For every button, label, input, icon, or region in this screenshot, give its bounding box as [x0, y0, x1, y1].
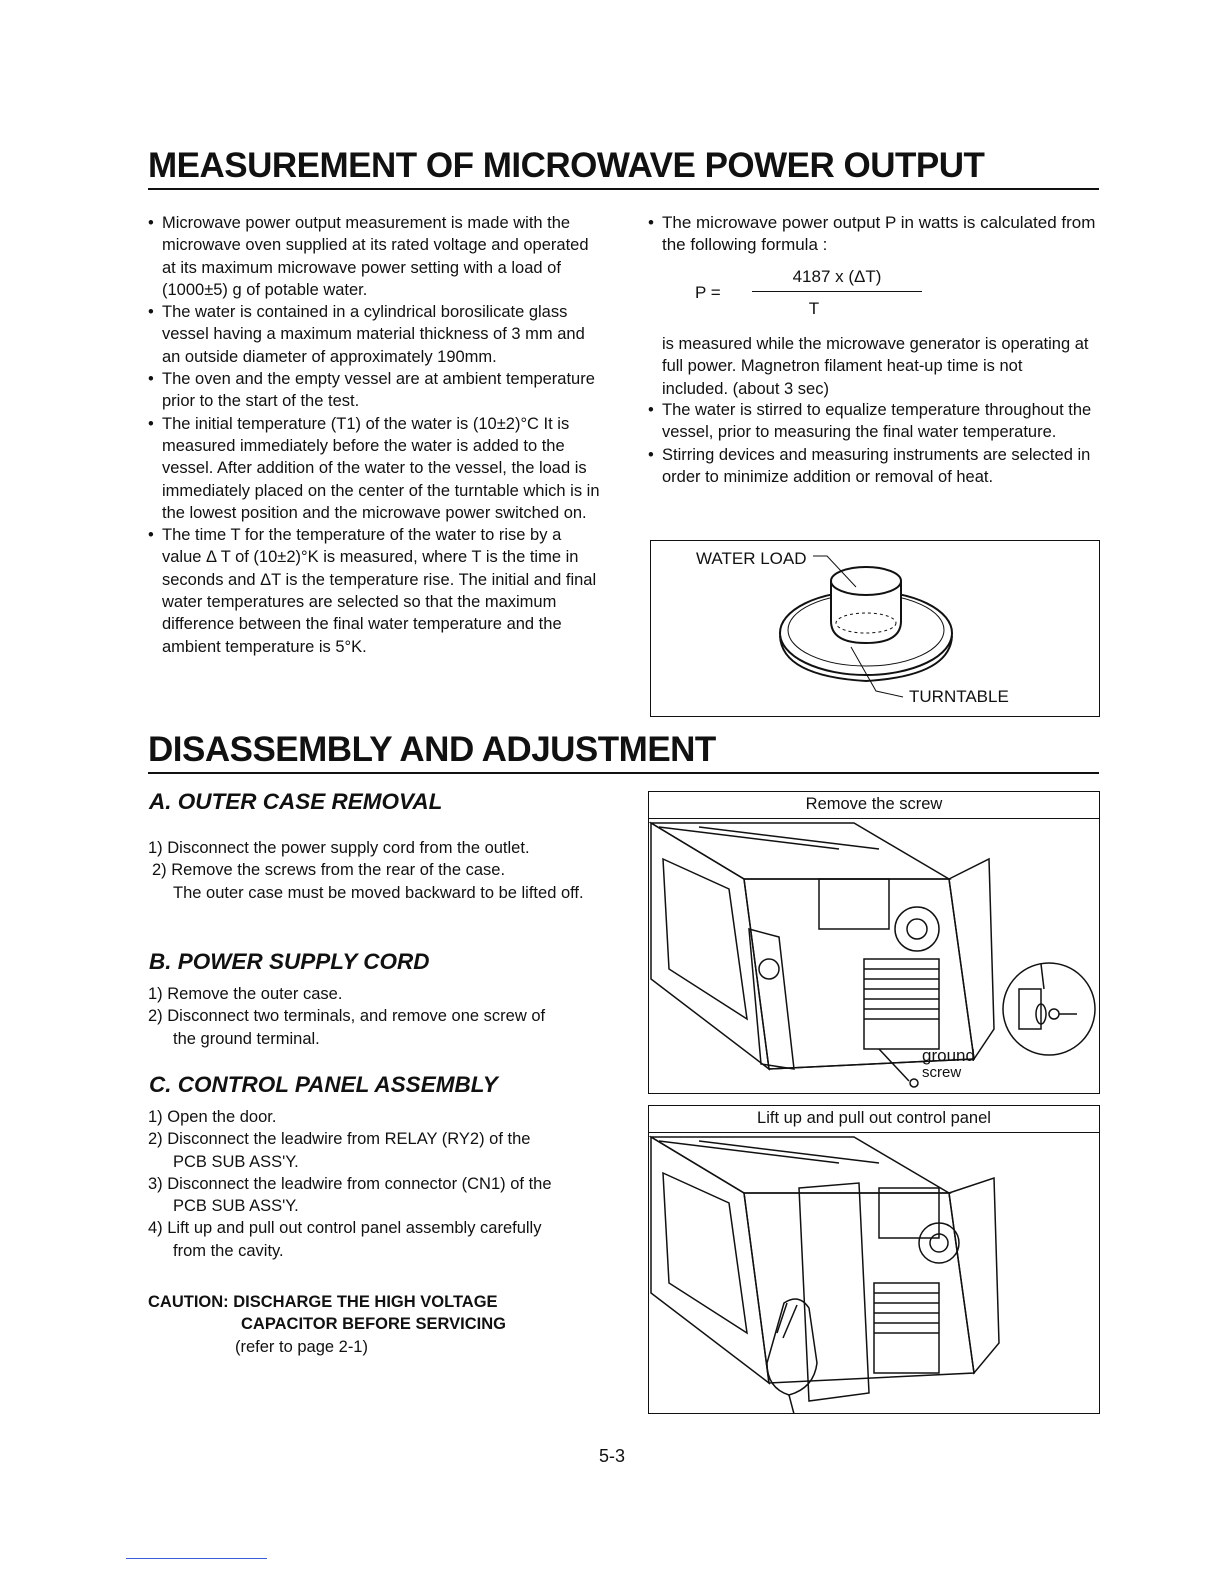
formula-lhs: P =: [695, 283, 721, 302]
ground-label: ground: [922, 1046, 975, 1065]
measurement-bullet: • The oven and the empty vessel are at ambient temperature prior to the start of the test.: [148, 368, 600, 413]
step-continuation: from the cavity.: [173, 1241, 284, 1260]
step: 1) Disconnect the power supply cord from the outlet.: [148, 839, 530, 857]
footer-link-underline: [126, 1558, 267, 1559]
step: 2) Remove the screws from the rear of the case.: [152, 861, 506, 880]
step: 1) Remove the outer case.: [148, 985, 343, 1003]
measurement-left-column: [148, 212, 600, 658]
section-c-steps: [148, 1106, 608, 1262]
section-a-heading: A. OUTER CASE REMOVAL: [149, 789, 443, 814]
caution-line-1: CAUTION: DISCHARGE THE HIGH VOLTAGE: [148, 1293, 498, 1311]
step: 2) Disconnect the leadwire from RELAY (RY2) of the: [148, 1130, 531, 1149]
formula-denominator: T: [808, 299, 820, 318]
formula-numerator: 4187 x (ΔT): [792, 267, 882, 286]
step-continuation: the ground terminal.: [173, 1029, 320, 1048]
page-number: 5-3: [598, 1446, 625, 1466]
measurement-bullet: • The initial temperature (T1) of the water is (10±2)°C It is measured immediately before the water is added to the vessel. After addition of the water to the vessel, the load is immediately placed on the center of the turntable which is in the lowest position and the microwave power switched on.: [148, 413, 600, 524]
disassembly-title: DISASSEMBLY AND ADJUSTMENT: [148, 730, 716, 769]
step: 2) Disconnect two terminals, and remove one screw of: [148, 1007, 546, 1026]
formula-explanation: is measured while the microwave generator is operating at full power. Magnetron filament heat-up time is not included. (about 3 sec): [662, 335, 1089, 398]
oven-rear-illustration: [649, 819, 1098, 1093]
section-a-steps: [148, 837, 608, 904]
step: 3) Disconnect the leadwire from connector (CN1) of the: [148, 1174, 552, 1193]
measurement-right-column: [648, 399, 1100, 488]
measurement-bullet: • The time T for the temperature of the water to rise by a value Δ T of (10±2)°K is measured, where T is the time in seconds and ΔT is the temperature rise. The initial and final water temperatures are selected so that the maximum difference between the final water temperature and the ambient temperature is 5°K.: [148, 524, 600, 658]
step: 4) Lift up and pull out control panel assembly carefully: [148, 1219, 542, 1238]
oven-front-illustration: [649, 1133, 1098, 1413]
step-continuation: The outer case must be moved backward to be lifted off.: [173, 883, 584, 902]
measurement-title: MEASUREMENT OF MICROWAVE POWER OUTPUT: [148, 146, 985, 185]
step: 1) Open the door.: [148, 1108, 277, 1126]
title-rule: [148, 772, 1099, 774]
formula-intro-text: • The microwave power output P in watts is calculated from the following formula :: [648, 212, 1100, 257]
measurement-bullet: • Microwave power output measurement is made with the microwave oven supplied at its rated voltage and operated at its maximum microwave power setting with a load of (1000±5) g of potable water.: [148, 212, 600, 301]
water-load-label: WATER LOAD: [696, 549, 807, 568]
measurement-bullet: • The water is contained in a cylindrical borosilicate glass vessel having a maximum material thickness of 3 mm and an outside diameter of approximately 190mm.: [148, 301, 600, 368]
pull-control-panel-figure: [648, 1105, 1100, 1414]
formula-fraction-bar: [752, 291, 922, 292]
caution-line-2: CAPACITOR BEFORE SERVICING: [241, 1315, 506, 1333]
remove-screw-figure: [648, 791, 1100, 1094]
figure-caption: Lift up and pull out control panel: [649, 1106, 1099, 1133]
measurement-bullet: • The water is stirred to equalize temperature throughout the vessel, prior to measuring the final water temperature.: [648, 399, 1100, 444]
title-rule: [148, 188, 1099, 190]
screw-label: screw: [922, 1064, 962, 1081]
turntable-label: TURNTABLE: [909, 687, 1009, 706]
figure-caption: Remove the screw: [649, 792, 1099, 819]
water-load-figure: [650, 540, 1100, 717]
caution-reference: (refer to page 2-1): [235, 1338, 368, 1356]
step-continuation: PCB SUB ASS'Y.: [173, 1197, 299, 1216]
measurement-bullet: • Stirring devices and measuring instruments are selected in order to minimize addition or removal of heat.: [648, 444, 1100, 489]
formula-intro: [648, 212, 1100, 257]
section-b-steps: [148, 983, 608, 1050]
step-continuation: PCB SUB ASS'Y.: [173, 1152, 299, 1171]
section-c-heading: C. CONTROL PANEL ASSEMBLY: [149, 1072, 498, 1097]
section-b-heading: B. POWER SUPPLY CORD: [149, 949, 430, 974]
